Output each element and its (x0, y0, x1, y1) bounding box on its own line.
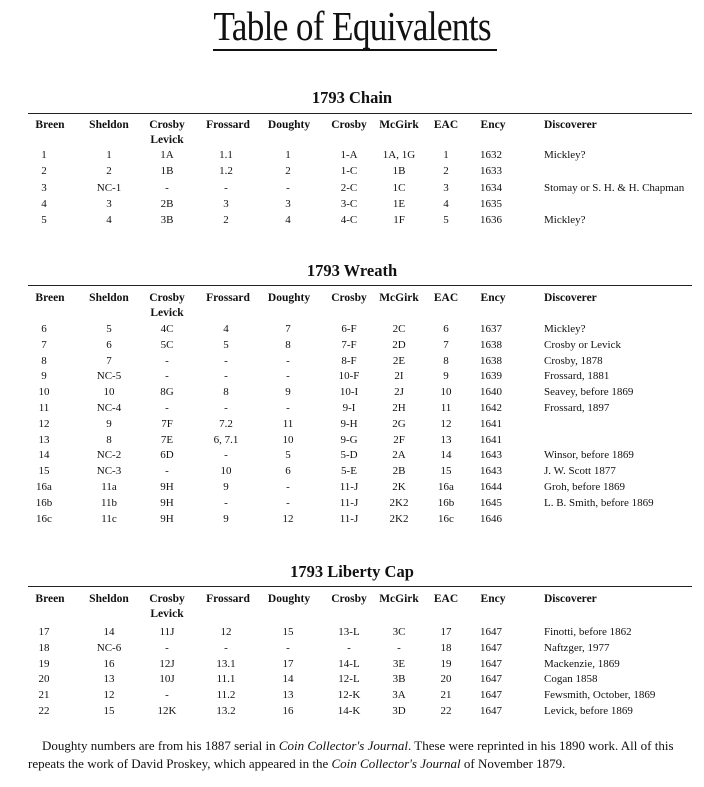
footnote-text-3: of November 1879. (460, 756, 566, 771)
footnote-italic-1: Coin Collector's Journal (278, 738, 409, 753)
table-cell-crosby: 2-C (340, 182, 358, 194)
column-header-sheldon: Sheldon (89, 593, 129, 605)
table-cell-crosby: 9-G (340, 434, 358, 446)
table-cell-eac: 3 (443, 182, 449, 194)
table-cell-crosby_levick: 7E (160, 434, 174, 446)
table-cell-frossard: - (224, 370, 228, 382)
table-cell-doughty: 11 (282, 418, 294, 430)
table-cell-breen: 14 (38, 449, 50, 461)
table-cell-mcgirk: 2A (392, 449, 406, 461)
table-cell-crosby_levick: 11J (159, 626, 175, 638)
table-cell-doughty: - (286, 402, 290, 414)
table-cell-discoverer: J. W. Scott 1877 (544, 465, 616, 477)
table-cell-mcgirk: 2D (392, 339, 406, 351)
table-cell-discoverer: Seavey, before 1869 (544, 386, 634, 398)
table-cell-eac: 21 (440, 689, 452, 701)
section-rule (28, 113, 692, 114)
table-cell-breen: 16b (35, 497, 53, 509)
table-cell-doughty: 12 (282, 513, 294, 525)
table-cell-ency: 1647 (480, 673, 502, 685)
section-title: 1793 Wreath (306, 261, 398, 280)
table-cell-crosby_levick: 10J (159, 673, 175, 685)
table-cell-mcgirk: 2K (392, 481, 406, 493)
table-cell-ency: 1640 (480, 386, 502, 398)
column-header-crosby_levick-line2: Levick (150, 307, 184, 319)
column-header-crosby_levick: Crosby (149, 292, 185, 304)
table-cell-breen: 1 (41, 149, 47, 161)
table-cell-doughty: 16 (282, 705, 294, 717)
column-header-crosby_levick-line2: Levick (150, 134, 184, 146)
table-cell-mcgirk: 3B (392, 673, 406, 685)
table-cell-crosby: 11-J (339, 481, 359, 493)
column-header-ency: Ency (480, 292, 506, 304)
table-cell-crosby_levick: 8G (160, 386, 174, 398)
table-cell-crosby_levick: 4C (160, 323, 174, 335)
table-cell-crosby: - (347, 642, 351, 654)
table-cell-breen: 6 (41, 323, 47, 335)
table-cell-doughty: - (286, 481, 290, 493)
table-cell-breen: 16c (36, 513, 52, 525)
table-cell-discoverer: Naftzger, 1977 (544, 642, 610, 654)
footnote-text-1: Doughty numbers are from his 1887 serial in (42, 738, 279, 753)
table-cell-crosby: 8-F (341, 355, 357, 367)
table-cell-crosby_levick: 5C (160, 339, 174, 351)
table-cell-mcgirk: 1E (392, 198, 406, 210)
table-cell-doughty: 8 (285, 339, 291, 351)
table-cell-eac: 2 (443, 165, 449, 177)
table-cell-ency: 1647 (480, 689, 502, 701)
table-cell-crosby_levick: - (165, 370, 169, 382)
table-cell-mcgirk: 2F (393, 434, 405, 446)
table-cell-sheldon: 8 (106, 434, 112, 446)
table-cell-breen: 11 (38, 402, 50, 414)
table-cell-breen: 9 (41, 370, 47, 382)
table-cell-crosby: 6-F (341, 323, 357, 335)
column-header-mcgirk: McGirk (379, 593, 419, 605)
table-cell-ency: 1643 (480, 465, 502, 477)
table-cell-frossard: 5 (223, 339, 229, 351)
table-cell-frossard: 13.1 (216, 658, 236, 670)
table-cell-crosby_levick: 12J (159, 658, 175, 670)
table-cell-crosby_levick: 7F (161, 418, 173, 430)
column-header-breen: Breen (35, 119, 65, 131)
table-cell-discoverer: L. B. Smith, before 1869 (544, 497, 654, 509)
section-title: 1793 Liberty Cap (290, 562, 414, 581)
column-header-breen: Breen (35, 292, 65, 304)
table-cell-doughty: 14 (282, 673, 294, 685)
table-cell-breen: 4 (41, 198, 47, 210)
table-cell-ency: 1639 (480, 370, 502, 382)
table-cell-sheldon: 15 (103, 705, 115, 717)
table-cell-discoverer: Winsor, before 1869 (544, 449, 634, 461)
table-cell-crosby: 1-A (340, 149, 358, 161)
table-cell-mcgirk: 3C (392, 626, 406, 638)
table-cell-ency: 1633 (480, 165, 502, 177)
table-cell-breen: 20 (38, 673, 50, 685)
table-cell-doughty: 5 (285, 449, 291, 461)
table-cell-crosby_levick: - (165, 465, 169, 477)
table-cell-doughty: - (286, 355, 290, 367)
table-cell-eac: 18 (440, 642, 452, 654)
table-cell-discoverer: Finotti, before 1862 (544, 626, 632, 638)
table-cell-sheldon: 16 (103, 658, 115, 670)
table-cell-doughty: 1 (285, 149, 291, 161)
table-cell-crosby: 12-L (338, 673, 360, 685)
table-cell-ency: 1647 (480, 642, 502, 654)
table-cell-sheldon: 5 (106, 323, 112, 335)
table-cell-sheldon: NC-6 (96, 642, 122, 654)
table-cell-crosby_levick: 9H (160, 481, 174, 493)
table-cell-doughty: - (286, 182, 290, 194)
table-cell-sheldon: 11c (101, 513, 117, 525)
table-cell-mcgirk: 3A (392, 689, 406, 701)
table-cell-crosby: 13-L (338, 626, 360, 638)
table-cell-sheldon: NC-3 (96, 465, 122, 477)
table-cell-frossard: 9 (223, 513, 229, 525)
table-cell-crosby_levick: - (165, 182, 169, 194)
table-cell-crosby: 14-K (337, 705, 361, 717)
column-header-crosby_levick: Crosby (149, 593, 185, 605)
table-cell-crosby: 9-H (340, 418, 358, 430)
table-cell-discoverer: Stomay or S. H. & H. Chapman (544, 182, 685, 194)
table-cell-mcgirk: 2I (394, 370, 404, 382)
table-cell-mcgirk: 2E (392, 355, 406, 367)
footnote-italic-2: Coin Collector's Journal (331, 756, 461, 771)
table-cell-frossard: 13.2 (216, 705, 236, 717)
table-cell-ency: 1644 (480, 481, 502, 493)
table-cell-sheldon: NC-1 (96, 182, 122, 194)
table-cell-sheldon: 10 (103, 386, 115, 398)
table-cell-crosby: 10-I (339, 386, 359, 398)
table-cell-mcgirk: 1F (393, 214, 405, 226)
column-header-frossard: Frossard (206, 593, 250, 605)
table-cell-frossard: 6, 7.1 (213, 434, 239, 446)
column-header-sheldon: Sheldon (89, 292, 129, 304)
title-underline (213, 49, 497, 51)
table-cell-ency: 1632 (480, 149, 502, 161)
table-cell-ency: 1647 (480, 658, 502, 670)
footnote (28, 737, 692, 773)
table-cell-sheldon: 11b (100, 497, 118, 509)
table-cell-frossard: 1.2 (219, 165, 233, 177)
table-cell-frossard: 9 (223, 481, 229, 493)
table-cell-frossard: 3 (223, 198, 229, 210)
table-cell-doughty: 7 (285, 323, 291, 335)
table-cell-crosby: 9-I (342, 402, 356, 414)
table-cell-ency: 1642 (480, 402, 502, 414)
table-cell-eac: 16a (438, 481, 454, 493)
table-cell-eac: 11 (440, 402, 452, 414)
table-cell-discoverer: Crosby, 1878 (544, 355, 603, 367)
table-cell-crosby: 1-C (340, 165, 358, 177)
table-cell-ency: 1636 (480, 214, 502, 226)
table-cell-mcgirk: 3E (392, 658, 406, 670)
table-cell-frossard: - (224, 497, 228, 509)
column-header-frossard: Frossard (206, 119, 250, 131)
table-cell-frossard: 1.1 (219, 149, 233, 161)
table-cell-discoverer: Mackenzie, 1869 (544, 658, 620, 670)
table-cell-crosby_levick: - (165, 689, 169, 701)
table-cell-eac: 17 (440, 626, 452, 638)
table-cell-sheldon: 3 (106, 198, 112, 210)
table-cell-breen: 8 (41, 355, 47, 367)
column-header-eac: EAC (433, 119, 459, 131)
column-header-mcgirk: McGirk (379, 292, 419, 304)
table-cell-doughty: - (286, 497, 290, 509)
table-cell-mcgirk: 1C (392, 182, 406, 194)
table-cell-doughty: 13 (282, 689, 294, 701)
table-cell-ency: 1643 (480, 449, 502, 461)
table-cell-frossard: 4 (223, 323, 229, 335)
table-cell-eac: 22 (440, 705, 452, 717)
table-cell-eac: 7 (443, 339, 449, 351)
table-cell-discoverer: Mickley? (544, 214, 586, 226)
table-cell-breen: 16a (36, 481, 52, 493)
page-title: Table of Equivalents (213, 3, 491, 49)
table-cell-ency: 1638 (480, 339, 502, 351)
column-header-crosby: Crosby (331, 119, 367, 131)
table-cell-crosby: 5-E (341, 465, 357, 477)
table-cell-sheldon: NC-2 (96, 449, 122, 461)
table-cell-breen: 5 (41, 214, 47, 226)
column-header-discoverer: Discoverer (544, 292, 597, 304)
column-header-sheldon: Sheldon (89, 119, 129, 131)
table-cell-eac: 16c (438, 513, 454, 525)
table-cell-discoverer: Fewsmith, October, 1869 (544, 689, 656, 701)
table-cell-doughty: 15 (282, 626, 294, 638)
column-header-ency: Ency (480, 593, 506, 605)
table-cell-doughty: - (286, 642, 290, 654)
column-header-discoverer: Discoverer (544, 593, 597, 605)
table-cell-doughty: 17 (282, 658, 294, 670)
table-cell-doughty: 3 (285, 198, 291, 210)
table-cell-ency: 1635 (480, 198, 502, 210)
table-cell-crosby_levick: - (165, 355, 169, 367)
table-cell-mcgirk: 1A, 1G (382, 149, 416, 161)
table-cell-sheldon: 12 (103, 689, 115, 701)
table-cell-crosby: 14-L (338, 658, 360, 670)
table-cell-doughty: 6 (285, 465, 291, 477)
table-cell-ency: 1638 (480, 355, 502, 367)
table-cell-frossard: - (224, 355, 228, 367)
table-cell-eac: 16b (437, 497, 455, 509)
table-cell-sheldon: NC-4 (96, 402, 122, 414)
footnote-text-2: . These were reprinted in his 1890 work. All of this repeats the work of David Proskey, which appeared in the (28, 738, 674, 771)
table-cell-mcgirk: 2C (392, 323, 406, 335)
table-cell-crosby_levick: 9H (160, 497, 174, 509)
table-cell-discoverer: Levick, before 1869 (544, 705, 633, 717)
column-header-mcgirk: McGirk (379, 119, 419, 131)
table-cell-eac: 15 (440, 465, 452, 477)
table-cell-ency: 1647 (480, 626, 502, 638)
table-cell-breen: 15 (38, 465, 50, 477)
table-cell-crosby_levick: 2B (160, 198, 174, 210)
table-cell-sheldon: 1 (106, 149, 112, 161)
section-rule (28, 586, 692, 587)
column-header-doughty: Doughty (267, 292, 311, 304)
table-cell-eac: 5 (443, 214, 449, 226)
table-cell-doughty: 4 (285, 214, 291, 226)
table-cell-mcgirk: 1B (392, 165, 406, 177)
column-header-doughty: Doughty (267, 119, 311, 131)
table-cell-ency: 1645 (480, 497, 502, 509)
table-cell-ency: 1641 (480, 434, 502, 446)
table-cell-mcgirk: 2H (392, 402, 406, 414)
table-cell-mcgirk: 2J (394, 386, 404, 398)
table-cell-sheldon: 2 (106, 165, 112, 177)
table-cell-crosby_levick: - (165, 642, 169, 654)
table-cell-ency: 1637 (480, 323, 502, 335)
table-cell-mcgirk: 3D (392, 705, 406, 717)
table-cell-ency: 1647 (480, 705, 502, 717)
table-cell-crosby_levick: 1A (160, 149, 174, 161)
table-cell-ency: 1646 (480, 513, 502, 525)
table-cell-frossard: - (224, 642, 228, 654)
table-cell-crosby: 3-C (340, 198, 358, 210)
table-cell-breen: 22 (38, 705, 50, 717)
table-cell-eac: 19 (440, 658, 452, 670)
section-title: 1793 Chain (311, 88, 393, 107)
table-cell-discoverer: Frossard, 1881 (544, 370, 610, 382)
table-cell-eac: 1 (443, 149, 449, 161)
table-cell-sheldon: 14 (103, 626, 115, 638)
table-cell-frossard: 7.2 (219, 418, 233, 430)
table-cell-discoverer: Mickley? (544, 323, 586, 335)
table-cell-eac: 12 (440, 418, 452, 430)
table-cell-doughty: 9 (285, 386, 291, 398)
column-header-crosby: Crosby (331, 292, 367, 304)
table-cell-mcgirk: 2K2 (389, 497, 409, 509)
table-cell-ency: 1641 (480, 418, 502, 430)
table-cell-discoverer: Frossard, 1897 (544, 402, 610, 414)
table-cell-crosby: 10-F (338, 370, 360, 382)
table-cell-crosby_levick: 3B (160, 214, 174, 226)
table-cell-frossard: 11.1 (216, 673, 236, 685)
table-cell-breen: 17 (38, 626, 50, 638)
table-cell-sheldon: 11a (101, 481, 117, 493)
table-cell-sheldon: 9 (106, 418, 112, 430)
column-header-discoverer: Discoverer (544, 119, 597, 131)
table-cell-breen: 2 (41, 165, 47, 177)
table-cell-crosby: 11-J (339, 497, 359, 509)
table-cell-breen: 7 (41, 339, 47, 351)
table-cell-discoverer: Cogan 1858 (544, 673, 598, 685)
table-cell-sheldon: 4 (106, 214, 112, 226)
table-cell-sheldon: 6 (106, 339, 112, 351)
column-header-crosby_levick: Crosby (149, 119, 185, 131)
table-cell-frossard: 12 (220, 626, 232, 638)
table-cell-breen: 10 (38, 386, 50, 398)
table-cell-mcgirk: 2G (392, 418, 406, 430)
table-cell-crosby_levick: 1B (160, 165, 174, 177)
table-cell-breen: 19 (38, 658, 50, 670)
table-cell-eac: 10 (440, 386, 452, 398)
table-cell-doughty: - (286, 370, 290, 382)
column-header-ency: Ency (480, 119, 506, 131)
table-cell-frossard: - (224, 449, 228, 461)
table-cell-eac: 8 (443, 355, 449, 367)
table-cell-breen: 13 (38, 434, 50, 446)
table-cell-crosby: 12-K (337, 689, 361, 701)
table-cell-crosby_levick: 12K (157, 705, 177, 717)
table-cell-mcgirk: 2B (392, 465, 406, 477)
table-cell-breen: 3 (41, 182, 47, 194)
table-cell-crosby_levick: 6D (160, 449, 174, 461)
table-cell-frossard: 8 (223, 386, 229, 398)
table-cell-doughty: 2 (285, 165, 291, 177)
table-cell-mcgirk: 2K2 (389, 513, 409, 525)
table-cell-crosby: 4-C (340, 214, 358, 226)
column-header-crosby_levick-line2: Levick (150, 608, 184, 620)
section-rule (28, 285, 692, 286)
table-cell-eac: 9 (443, 370, 449, 382)
table-cell-breen: 18 (38, 642, 50, 654)
table-cell-crosby_levick: 9H (160, 513, 174, 525)
column-header-crosby: Crosby (331, 593, 367, 605)
table-cell-eac: 4 (443, 198, 449, 210)
column-header-doughty: Doughty (267, 593, 311, 605)
table-cell-sheldon: 13 (103, 673, 115, 685)
column-header-eac: EAC (433, 593, 459, 605)
table-cell-discoverer: Crosby or Levick (544, 339, 621, 351)
table-cell-frossard: 2 (223, 214, 229, 226)
table-cell-discoverer: Groh, before 1869 (544, 481, 625, 493)
table-cell-frossard: - (224, 402, 228, 414)
column-header-eac: EAC (433, 292, 459, 304)
table-cell-sheldon: 7 (106, 355, 112, 367)
table-cell-sheldon: NC-5 (96, 370, 122, 382)
table-cell-eac: 6 (443, 323, 449, 335)
column-header-frossard: Frossard (206, 292, 250, 304)
column-header-breen: Breen (35, 593, 65, 605)
table-cell-ency: 1634 (480, 182, 502, 194)
table-cell-frossard: - (224, 182, 228, 194)
table-cell-crosby: 5-D (340, 449, 358, 461)
table-cell-crosby: 7-F (341, 339, 357, 351)
table-cell-eac: 13 (440, 434, 452, 446)
table-cell-discoverer: Mickley? (544, 149, 586, 161)
table-cell-eac: 20 (440, 673, 452, 685)
table-cell-breen: 12 (38, 418, 50, 430)
table-cell-eac: 14 (440, 449, 452, 461)
table-cell-crosby: 11-J (339, 513, 359, 525)
table-cell-frossard: 10 (220, 465, 232, 477)
table-cell-mcgirk: - (397, 642, 401, 654)
table-cell-breen: 21 (38, 689, 50, 701)
table-cell-frossard: 11.2 (216, 689, 236, 701)
table-cell-crosby_levick: - (165, 402, 169, 414)
table-cell-doughty: 10 (282, 434, 294, 446)
